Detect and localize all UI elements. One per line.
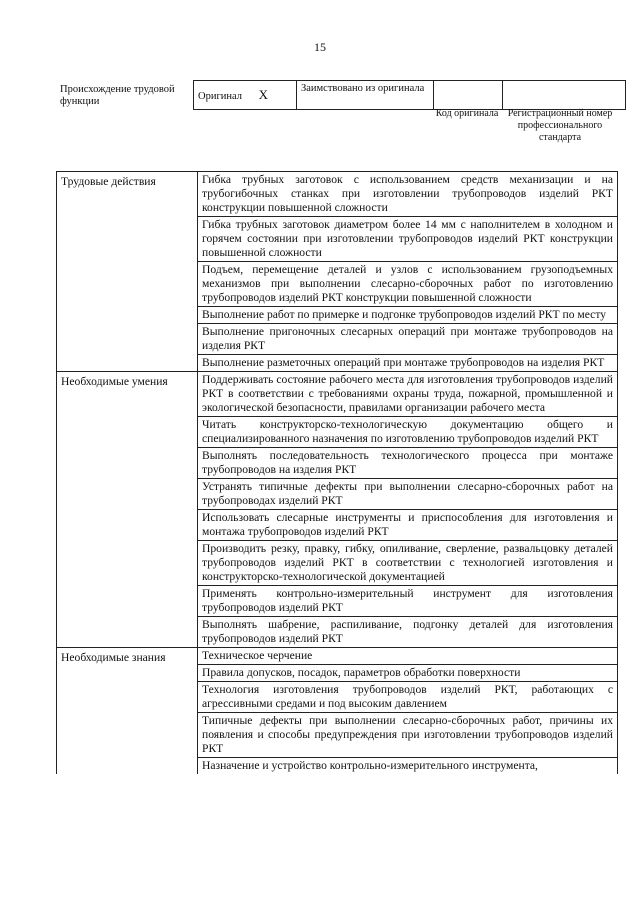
borrowed-cell: Заимствовано из оригинала bbox=[297, 81, 434, 110]
reg-number-caption: Регистрационный номер профессионального стандарта bbox=[507, 108, 613, 143]
table-cell-item: Выполнение разметочных операций при монтаже трубопроводов на изделия РКТ bbox=[198, 355, 618, 372]
table-cell-item: Выполнять последовательность технологического процесса при монтаже трубопроводов на изделия РКТ bbox=[198, 448, 618, 479]
table-row bbox=[57, 372, 618, 417]
code-caption: Код оригинала bbox=[435, 108, 499, 119]
table-cell-item: Типичные дефекты при выполнении слесарно-сборочных работ, причины их появления и способы предупреждения при изготовлении трубопроводов изделий РКТ bbox=[198, 713, 618, 758]
origin-table bbox=[193, 80, 626, 110]
table-cell-item: Подъем, перемещение деталей и узлов с использованием грузоподъемных механизмов при выполнении слесарно-сборочных работ по изготовлению трубопроводов изделий РКТ конструкции повышенной сложности bbox=[198, 262, 618, 307]
table-cell-item: Производить резку, правку, гибку, опиливание, сверление, развальцовку деталей трубопроводов изделий РКТ в соответствии с технологией изготовления и конструкторско-технологической документацией bbox=[198, 541, 618, 586]
table-cell-item: Читать конструкторско-технологическую документацию общего и специализированного назначения по изготовлению трубопроводов изделий РКТ bbox=[198, 417, 618, 448]
table-cell-item: Выполнять шабрение, распиливание, подгонку деталей для изготовления трубопроводов изделий РКТ bbox=[198, 617, 618, 648]
table-cell-item: Применять контрольно-измерительный инструмент для изготовления трубопроводов изделий РКТ bbox=[198, 586, 618, 617]
table-cell-item: Гибка трубных заготовок диаметром более 14 мм с наполнителем в холодном и горячем состоянии при изготовлении трубопроводов изделий РКТ конструкции повышенной сложности bbox=[198, 217, 618, 262]
table-cell-item: Технология изготовления трубопроводов изделий РКТ, работающих с агрессивными средами и под высоким давлением bbox=[198, 682, 618, 713]
section-label: Трудовые действия bbox=[57, 172, 198, 372]
table-cell-item: Назначение и устройство контрольно-измерительного инструмента, bbox=[198, 758, 618, 775]
original-label: Оригинал bbox=[198, 91, 242, 102]
table-row bbox=[57, 648, 618, 665]
table-cell-item: Использовать слесарные инструменты и приспособления для изготовления и монтажа трубопроводов изделий РКТ bbox=[198, 510, 618, 541]
page-number: 15 bbox=[314, 40, 326, 54]
original-cell bbox=[194, 81, 297, 110]
table-cell-item: Правила допусков, посадок, параметров обработки поверхности bbox=[198, 665, 618, 682]
table-cell-item: Выполнение работ по примерке и подгонке трубопроводов изделий РКТ по месту bbox=[198, 307, 618, 324]
labor-function-table bbox=[56, 171, 618, 774]
table-cell-item: Устранять типичные дефекты при выполнении слесарно-сборочных работ на трубопроводах изделий РКТ bbox=[198, 479, 618, 510]
section-label: Необходимые умения bbox=[57, 372, 198, 648]
code-cell bbox=[434, 81, 503, 110]
table-cell-item: Техническое черчение bbox=[198, 648, 618, 665]
section-label: Необходимые знания bbox=[57, 648, 198, 775]
table-cell-item: Поддерживать состояние рабочего места для изготовления трубопроводов изделий РКТ в соответствии с требованиями охраны труда, пожарной, промышленной и экологической безопасности, правилами организации рабочего места bbox=[198, 372, 618, 417]
origin-label: Происхождение трудовой функции bbox=[60, 84, 175, 107]
table-cell-item: Выполнение пригоночных слесарных операций при монтаже трубопроводов на изделия РКТ bbox=[198, 324, 618, 355]
reg-number-cell bbox=[503, 81, 626, 110]
original-mark: X bbox=[258, 87, 269, 102]
table-row bbox=[57, 172, 618, 217]
table-cell-item: Гибка трубных заготовок с использованием средств механизации и на трубогибочных станках при изготовлении трубопроводов изделий РКТ конструкции повышенной сложности bbox=[198, 172, 618, 217]
